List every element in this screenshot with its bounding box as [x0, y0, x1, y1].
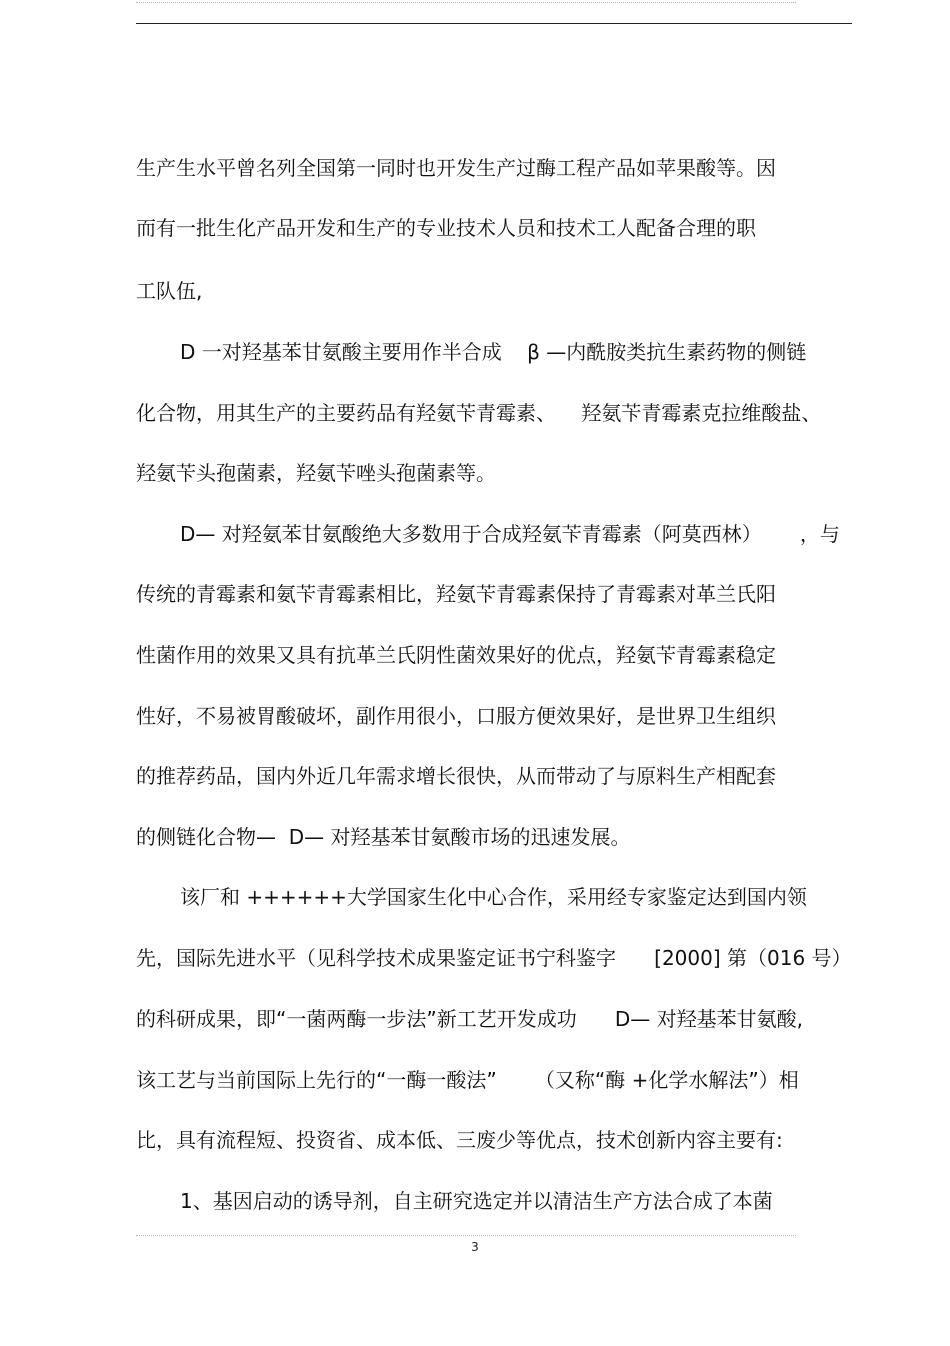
body-text-line: 该工艺与当前国际上先行的“一酶一酸法” （又称“酶 +化学水解法”）相 [136, 1068, 799, 1092]
body-text-line: 工队伍, [136, 279, 203, 303]
body-text-line: 比，具有流程短、投资省、成本低、三废少等优点，技术创新内容主要有: [136, 1128, 783, 1152]
body-text-line: 性好，不易被胃酸破坏，副作用很小，口服方便效果好，是世界卫生组织 [136, 704, 776, 728]
header-rule [136, 23, 852, 24]
body-text-line: 化合物，用其生产的主要药品有羟氨苄青霉素、 羟氨苄青霉素克拉维酸盐、 [136, 401, 822, 425]
body-text-line: 的推荐药品，国内外近几年需求增长很快，从而带动了与原料生产相配套 [136, 764, 776, 788]
body-text-line: 羟氨苄头孢菌素，羟氨苄唑头孢菌素等。 [136, 461, 496, 485]
page-number: 3 [471, 1240, 479, 1254]
body-text-line: 传统的青霉素和氨苄青霉素相比，羟氨苄青霉素保持了青霉素对革兰氏阳 [136, 582, 776, 606]
body-text-line: 性菌作用的效果又具有抗革兰氏阴性菌效果好的优点，羟氨苄青霉素稳定 [136, 643, 776, 667]
body-text-line: 的科研成果，即“一菌两酶一步法”新工艺开发成功 D— 对羟基苯甘氨酸, [136, 1007, 803, 1031]
body-text-line: 先，国际先进水平（见科学技术成果鉴定证书宁科鉴字 [2000] 第（016 号） [136, 946, 852, 970]
body-text-line: 该厂和 ++++++大学国家生化中心合作，采用经专家鉴定达到国内领 [180, 885, 807, 909]
body-text-line: 1、基因启动的诱导剂，自主研究选定并以清洁生产方法合成了本菌 [180, 1189, 773, 1213]
body-text-line: 而有一批生化产品开发和生产的专业技术人员和技术工人配备合理的职 [136, 216, 756, 240]
body-text-line: D— 对羟氨苯甘氨酸绝大多数用于合成羟氨苄青霉素（阿莫西林） ，与 [180, 522, 840, 546]
body-text-line: 生产生水平曾名列全国第一同时也开发生产过酶工程产品如苹果酸等。因 [136, 156, 776, 180]
body-text-line: 的侧链化合物— D— 对羟基苯甘氨酸市场的迅速发展。 [136, 825, 631, 849]
body-text-line: D 一对羟基苯甘氨酸主要用作半合成 β —内酰胺类抗生素药物的侧链 [180, 340, 807, 364]
header-dotted-rule [136, 2, 796, 3]
footer-dotted-rule [136, 1235, 796, 1236]
